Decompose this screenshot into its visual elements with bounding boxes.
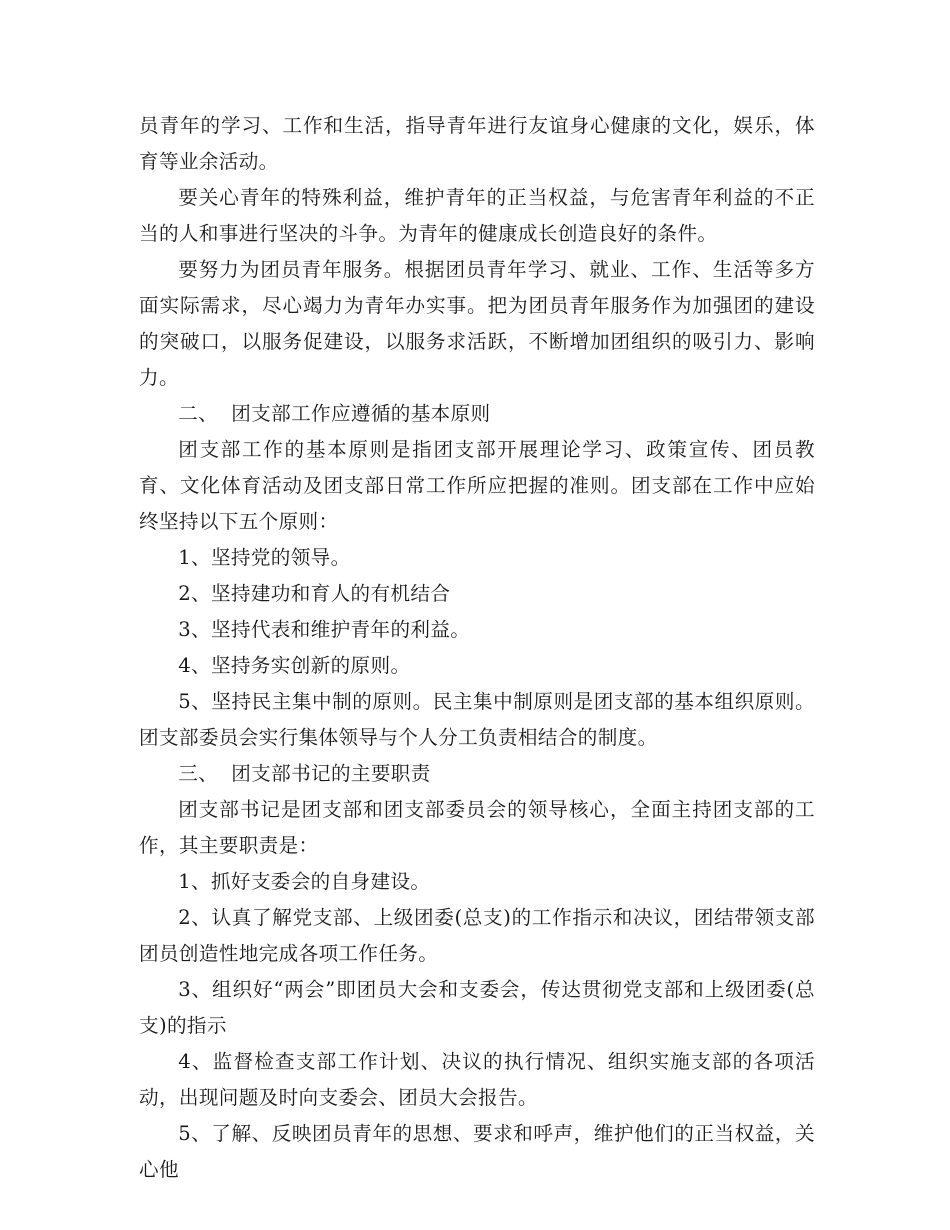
list-item: 1、抓好支委会的自身建设。	[178, 870, 431, 893]
section-heading-3: 三、 团支部书记的主要职责	[178, 762, 431, 785]
list-item: 3、坚持代表和维护青年的利益。	[178, 618, 471, 641]
list-item: 1、坚持党的领导。	[178, 546, 351, 569]
list-item: 4、坚持务实创新的原则。	[178, 654, 411, 677]
paragraph-2: 要关心青年的特殊利益，维护青年的正当权益，与危害青年利益的不正当的人和事进行坚决的斗争。为青年的健康成长创造良好的条件。	[139, 186, 815, 245]
list-item: 4、监督检查支部工作计划、决议的执行情况、组织实施支部的各项活动，出现问题及时向支委会、团员大会报告。	[139, 1050, 815, 1109]
paragraph-5: 团支部书记是团支部和团支部委员会的领导核心，全面主持团支部的工作，其主要职责是：	[139, 798, 815, 857]
paragraph-3: 要努力为团员青年服务。根据团员青年学习、就业、工作、生活等多方面实际需求，尽心竭力为青年办实事。把为团员青年服务作为加强团的建设的突破口，以服务促建设，以服务求活跃，不断增加团组织的吸引力、影响力。	[139, 258, 815, 389]
document-body	[139, 108, 815, 1188]
list-item: 5、了解、反映团员青年的思想、要求和呼声，维护他们的正当权益，关心他	[139, 1122, 815, 1181]
paragraph-4: 团支部工作的基本原则是指团支部开展理论学习、政策宣传、团员教育、文化体育活动及团支部日常工作所应把握的准则。团支部在工作中应始终坚持以下五个原则：	[139, 438, 815, 533]
section-heading-2: 二、 团支部工作应遵循的基本原则	[178, 402, 491, 425]
list-item: 3、组织好“两会”即团员大会和支委会，传达贯彻党支部和上级团委(总支)的指示	[139, 978, 815, 1037]
list-item: 2、认真了解党支部、上级团委(总支)的工作指示和决议，团结带领支部团员创造性地完成各项工作任务。	[139, 906, 815, 965]
paragraph-1: 员青年的学习、工作和生活，指导青年进行友谊身心健康的文化，娱乐，体育等业余活动。	[139, 114, 815, 173]
list-item: 2、坚持建功和育人的有机结合	[178, 582, 451, 605]
list-item: 5、坚持民主集中制的原则。民主集中制原则是团支部的基本组织原则。团支部委员会实行集体领导与个人分工负责相结合的制度。	[139, 690, 815, 749]
